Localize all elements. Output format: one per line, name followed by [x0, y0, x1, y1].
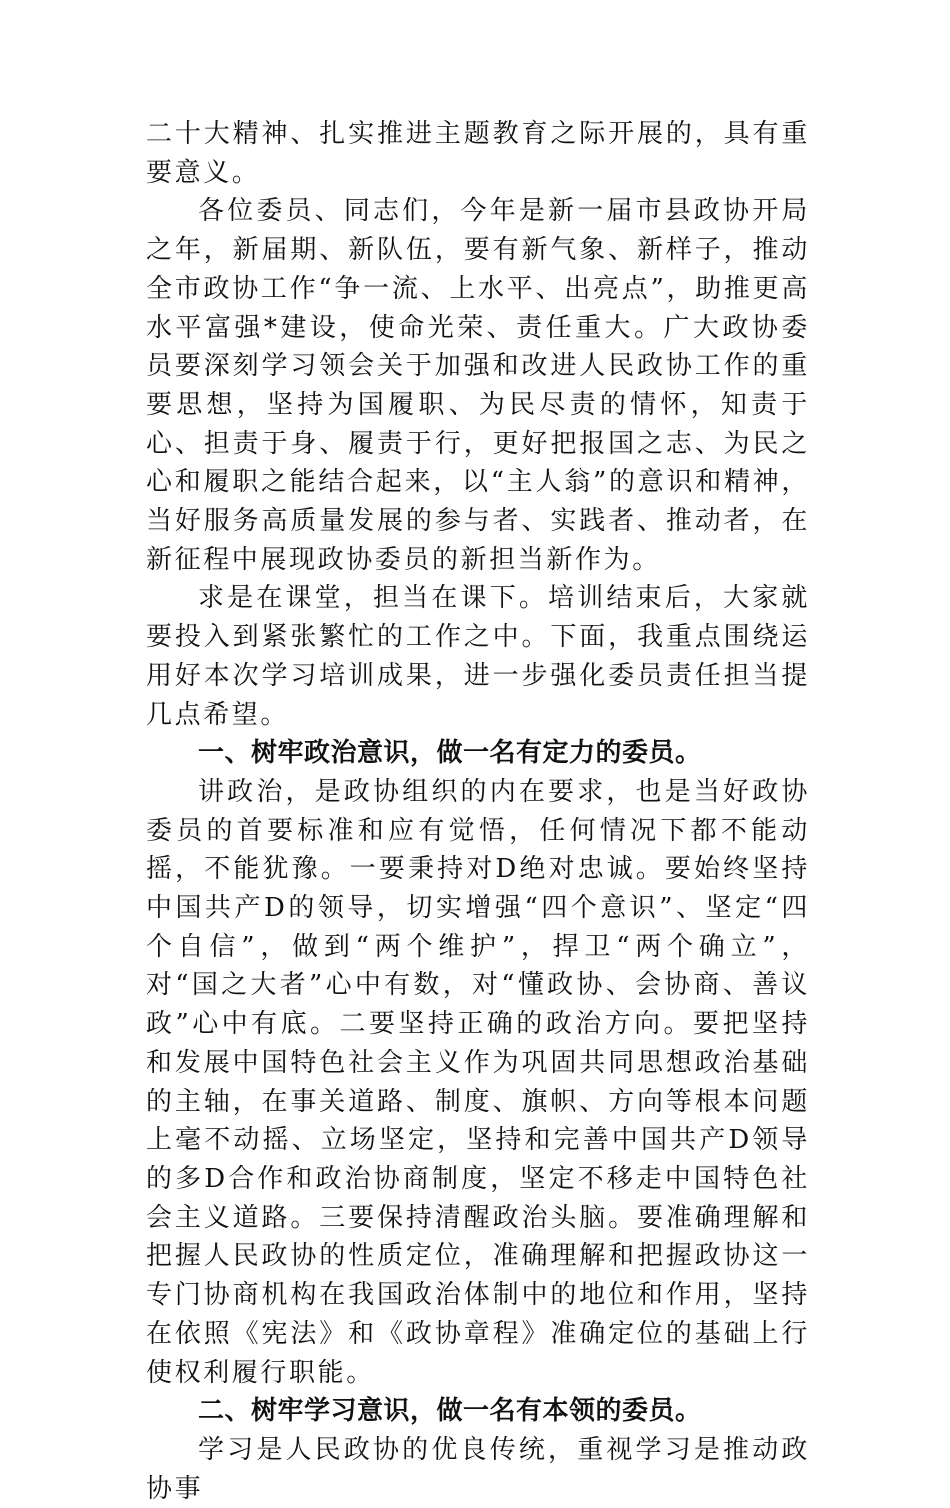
section-heading-learning-awareness: 二、树牢学习意识，做一名有本领的委员。 — [198, 1396, 702, 1427]
document-body — [146, 115, 810, 1508]
paragraph-committee-members: 各位委员、同志们，今年是新一届市县政协开局之年，新届期、新队伍，要有新气象、新样子，推动全市政协工作“争一流、上水平、出亮点”，助推更高水平富强*建设，使命光荣、责任重大。广大政协委员要深刻学习领会关于加强和改进人民政协工作的重要思想，坚持为国履职、为民尽责的情怀，知责于心、担责于身、履责于行，更好把报国之志、为民之心和履职之能结合起来，以“主人翁”的意识和精神，当好服务高质量发展的参与者、实践者、推动者，在新征程中展现政协委员的新担当新作为。 — [146, 196, 810, 575]
paragraph-political-awareness: 讲政治，是政协组织的内在要求，也是当好政协委员的首要标准和应有觉悟，任何情况下都不能动摇，不能犹豫。一要秉持对D绝对忠诚。要始终坚持中国共产D的领导，切实增强“四个意识”、坚定“四个自信”，做到“两个维护”，捍卫“两个确立”，对“国之大者”心中有数，对“懂政协、会协商、善议政”心中有底。二要坚持正确的政治方向。要把坚持和发展中国特色社会主义作为巩固共同思想政治基础的主轴，在事关道路、制度、旗帜、方向等根本问题上毫不动摇、立场坚定，坚持和完善中国共产D领导的多D合作和政治协商制度，坚定不移走中国特色社会主义道路。三要保持清醒政治头脑。要准确理解和把握人民政协的性质定位，准确理解和把握政协这一专门协商机构在我国政治体制中的地位和作用，坚持在依照《宪法》和《政协章程》准确定位的基础上行使权利履行职能。 — [146, 776, 810, 1388]
paragraph-continuation: 二十大精神、扎实推进主题教育之际开展的，具有重要意义。 — [146, 119, 810, 188]
paragraph-after-training: 求是在课堂，担当在课下。培训结束后，大家就要投入到紧张繁忙的工作之中。下面，我重点围绕运用好本次学习培训成果，进一步强化委员责任担当提几点希望。 — [146, 583, 810, 730]
section-heading-political-awareness: 一、树牢政治意识，做一名有定力的委员。 — [198, 738, 702, 769]
paragraph-learning-awareness: 学习是人民政协的优良传统，重视学习是推动政协事 — [146, 1434, 810, 1504]
